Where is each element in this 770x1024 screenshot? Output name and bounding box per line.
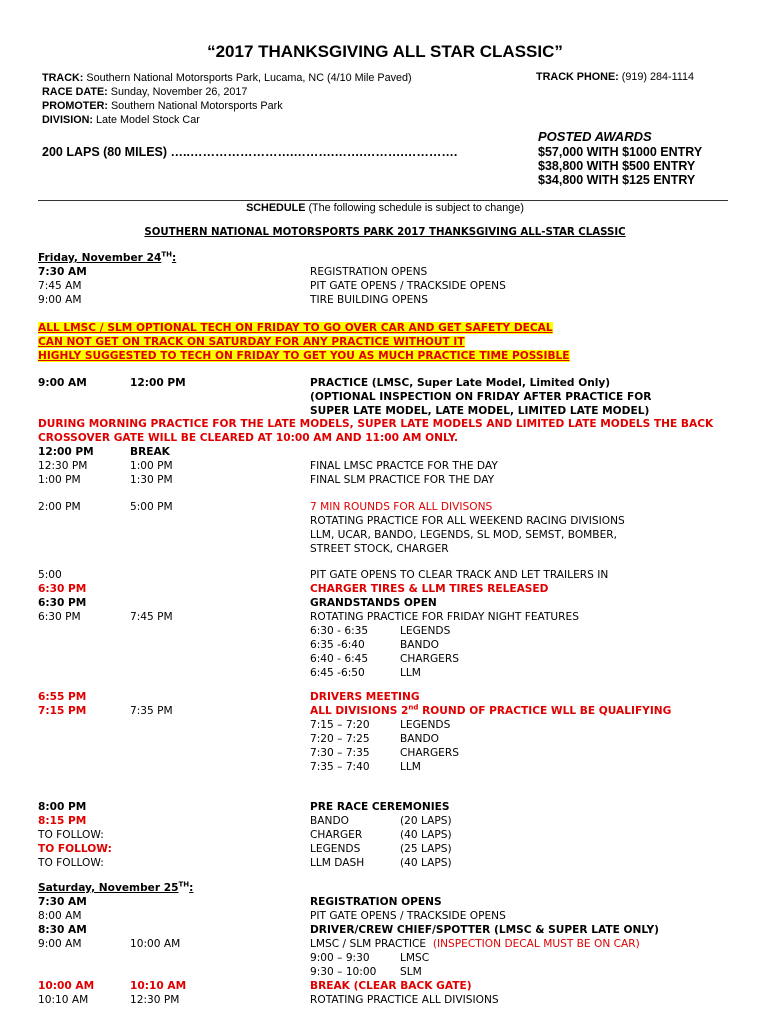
feature-division: LLM DASH: [310, 857, 365, 869]
feature-time: TO FOLLOW:: [38, 829, 104, 841]
laps-line: 200 LAPS (80 MILES) …..…………………….……….…….……….………….: [42, 145, 458, 159]
fri-pitgate-time: 7:45 AM: [38, 280, 82, 292]
tech-notice-line-3: HIGHLY SUGGESTED TO TECH ON FRIDAY TO GET YOU AS MUCH PRACTICE TIME POSSIBLE: [38, 350, 570, 362]
sat-slot-division: LMSC: [400, 952, 430, 964]
crossover-notice-2: CROSSOVER GATE WILL BE CLEARED AT 10:00 AM AND 11:00 AM ONLY.: [38, 432, 459, 444]
rot-friday-end: 7:45 PM: [130, 611, 173, 623]
slot-time: 6:30 - 6:35: [310, 625, 369, 637]
drivers-meeting-time: 6:55 PM: [38, 691, 87, 703]
qual-slot-time: 7:20 – 7:25: [310, 733, 370, 745]
fri-practice-end: 12:00 PM: [130, 377, 186, 389]
fri-registration-text: REGISTRATION OPENS: [310, 266, 428, 278]
sat-registration-time: 7:30 AM: [38, 896, 87, 908]
sat-break-end: 10:10 AM: [130, 980, 187, 992]
slot-division: BANDO: [400, 639, 439, 651]
track-phone: TRACK PHONE: (919) 284-1114: [536, 71, 695, 83]
pit-clear-time: 5:00: [38, 569, 62, 581]
sat-crew-text: DRIVER/CREW CHIEF/SPOTTER (LMSC & SUPER LATE ONLY): [310, 924, 659, 936]
promoter-line: PROMOTER: Southern National Motorsports Park: [42, 100, 283, 112]
qual-slot-time: 7:30 – 7:35: [310, 747, 370, 759]
event-header-info: [42, 71, 412, 127]
fri-practice-start: 9:00 AM: [38, 377, 87, 389]
qualifying-text: ALL DIVISIONS 2nd ROUND OF PRACTICE WLL BE QUALIFYING: [310, 703, 672, 717]
feature-time: TO FOLLOW:: [38, 857, 104, 869]
feature-laps: (25 LAPS): [400, 843, 452, 855]
qual-slot-time: 7:35 – 7:40: [310, 761, 370, 773]
tires-time: 6:30 PM: [38, 583, 87, 595]
fri-slm-text: FINAL SLM PRACTICE FOR THE DAY: [310, 474, 495, 486]
feature-laps: (20 LAPS): [400, 815, 452, 827]
fri-rotating-line-2: LLM, UCAR, BANDO, LEGENDS, SL MOD, SEMST, BOMBER,: [310, 529, 617, 541]
sat-slot-time: 9:00 – 9:30: [310, 952, 370, 964]
sat-rotating-start: 10:10 AM: [38, 994, 89, 1006]
track-line: TRACK: Southern National Motorsports Park, Lucama, NC (4/10 Mile Paved): [42, 72, 412, 84]
fri-lmsc-text: FINAL LMSC PRACTCE FOR THE DAY: [310, 460, 498, 472]
feature-laps: (40 LAPS): [400, 857, 452, 869]
qual-slot-division: LLM: [400, 761, 421, 773]
fri-slm-end: 1:30 PM: [130, 474, 173, 486]
qualifying-end: 7:35 PM: [130, 705, 173, 717]
qual-slot-division: BANDO: [400, 733, 439, 745]
event-title: “2017 THANKSGIVING ALL STAR CLASSIC”: [207, 42, 563, 61]
grandstands-time: 6:30 PM: [38, 597, 87, 609]
fri-registration-time: 7:30 AM: [38, 266, 87, 278]
fri-practice-line-3: SUPER LATE MODEL, LATE MODEL, LIMITED LATE MODEL): [310, 405, 650, 417]
sat-slot-time: 9:30 – 10:00: [310, 966, 377, 978]
crossover-notice-1: DURING MORNING PRACTICE FOR THE LATE MODELS, SUPER LATE MODELS AND LIMITED LATE MODELS THE BACK: [38, 418, 714, 430]
slot-time: 6:40 - 6:45: [310, 653, 369, 665]
rot-friday-text: ROTATING PRACTICE FOR FRIDAY NIGHT FEATURES: [310, 611, 579, 623]
fri-practice-line-2: (OPTIONAL INSPECTION ON FRIDAY AFTER PRACTICE FOR: [310, 391, 652, 403]
slot-division: CHARGERS: [400, 653, 459, 665]
ceremonies-text: PRE RACE CEREMONIES: [310, 801, 450, 813]
sat-pitgate-time: 8:00 AM: [38, 910, 82, 922]
sat-practice-start: 9:00 AM: [38, 938, 82, 950]
friday-day-label: Friday, November 24TH:: [38, 250, 177, 264]
fri-lmsc-start: 12:30 PM: [38, 460, 88, 472]
slot-division: LLM: [400, 667, 421, 679]
slot-division: LEGENDS: [400, 625, 451, 637]
fri-tire-text: TIRE BUILDING OPENS: [310, 294, 428, 306]
feature-time: TO FOLLOW:: [38, 843, 112, 855]
sat-practice-text: LMSC / SLM PRACTICE (INSPECTION DECAL MUST BE ON CAR): [310, 938, 640, 950]
sat-rotating-text: ROTATING PRACTICE ALL DIVISIONS: [310, 994, 499, 1006]
prize-3: $34,800 WITH $125 ENTRY: [538, 173, 696, 187]
schedule-subtitle: SOUTHERN NATIONAL MOTORSPORTS PARK 2017 THANKSGIVING ALL-STAR CLASSIC: [144, 227, 626, 238]
qual-slot-time: 7:15 – 7:20: [310, 719, 370, 731]
fri-rotating-end: 5:00 PM: [130, 501, 173, 513]
fri-practice-line-1: PRACTICE (LMSC, Super Late Model, Limited Only): [310, 377, 611, 389]
sat-break-start: 10:00 AM: [38, 980, 95, 992]
fri-slm-start: 1:00 PM: [38, 474, 81, 486]
feature-division: LEGENDS: [310, 843, 361, 855]
qualifying-start: 7:15 PM: [38, 705, 87, 717]
schedule-heading: SCHEDULE (The following schedule is subject to change): [246, 202, 524, 214]
pit-clear-text: PIT GATE OPENS TO CLEAR TRACK AND LET TRAILERS IN: [310, 569, 609, 581]
qual-slot-division: LEGENDS: [400, 719, 451, 731]
slot-time: 6:45 -6:50: [310, 667, 365, 679]
sat-pitgate-text: PIT GATE OPENS / TRACKSIDE OPENS: [310, 910, 506, 922]
fri-rotating-line-1: ROTATING PRACTICE FOR ALL WEEKEND RACING DIVISIONS: [310, 515, 625, 527]
sat-crew-time: 8:30 AM: [38, 924, 87, 936]
fri-break-label: BREAK: [130, 446, 170, 458]
prize-1: $57,000 WITH $1000 ENTRY: [538, 145, 703, 159]
fri-rotating-start: 2:00 PM: [38, 501, 81, 513]
fri-break-time: 12:00 PM: [38, 446, 94, 458]
prize-2: $38,800 WITH $500 ENTRY: [538, 159, 696, 173]
sat-break-text: BREAK (CLEAR BACK GATE): [310, 980, 472, 992]
grandstands-text: GRANDSTANDS OPEN: [310, 597, 437, 609]
tech-notice-line-1: ALL LMSC / SLM OPTIONAL TECH ON FRIDAY TO GO OVER CAR AND GET SAFETY DECAL: [38, 322, 553, 334]
qual-slot-division: CHARGERS: [400, 747, 459, 759]
fri-rotating-line-3: STREET STOCK, CHARGER: [310, 543, 449, 555]
ceremonies-time: 8:00 PM: [38, 801, 87, 813]
fri-pitgate-text: PIT GATE OPENS / TRACKSIDE OPENS: [310, 280, 506, 292]
divider: [38, 200, 728, 201]
feature-division: CHARGER: [310, 829, 363, 841]
race-date-line: RACE DATE: Sunday, November 26, 2017: [42, 86, 248, 98]
rot-friday-start: 6:30 PM: [38, 611, 81, 623]
posted-awards-heading: POSTED AWARDS: [538, 129, 652, 144]
feature-division: BANDO: [310, 815, 349, 827]
slot-time: 6:35 -6:40: [310, 639, 365, 651]
sat-practice-end: 10:00 AM: [130, 938, 181, 950]
fri-rotating-red: 7 MIN ROUNDS FOR ALL DIVISONS: [310, 501, 493, 513]
sat-rotating-end: 12:30 PM: [130, 994, 180, 1006]
sat-slot-division: SLM: [400, 966, 422, 978]
feature-laps: (40 LAPS): [400, 829, 452, 841]
tires-text: CHARGER TIRES & LLM TIRES RELEASED: [310, 583, 549, 595]
tech-notice-line-2: CAN NOT GET ON TRACK ON SATURDAY FOR ANY PRACTICE WITHOUT IT: [38, 336, 465, 348]
feature-time: 8:15 PM: [38, 815, 87, 827]
fri-tire-time: 9:00 AM: [38, 294, 82, 306]
saturday-day-label: Saturday, November 25TH:: [38, 880, 194, 894]
division-line: DIVISION: Late Model Stock Car: [42, 114, 200, 126]
fri-lmsc-end: 1:00 PM: [130, 460, 173, 472]
sat-registration-text: REGISTRATION OPENS: [310, 896, 442, 908]
drivers-meeting-text: DRIVERS MEETING: [310, 691, 420, 703]
